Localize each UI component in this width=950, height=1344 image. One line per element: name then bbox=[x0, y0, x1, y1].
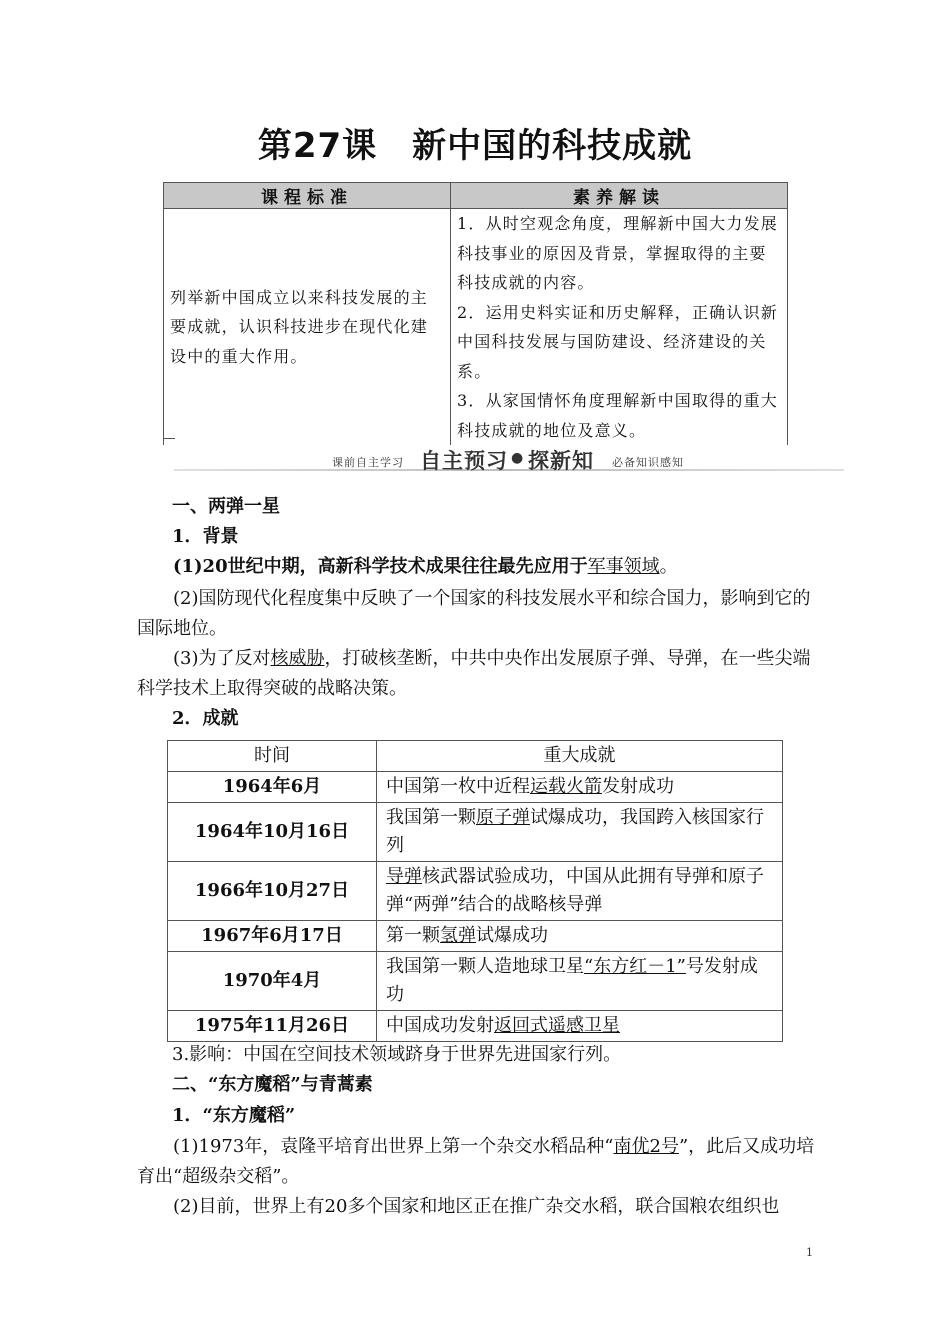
table-row bbox=[168, 803, 783, 862]
literacy-item: 3．从家国情怀角度理解新中国取得的重大科技成就的地位及意义。 bbox=[457, 391, 778, 440]
banner-right-label: 必备知识感知 bbox=[612, 456, 684, 469]
page-number: 1 bbox=[806, 1246, 813, 1259]
banner-main-label: 自主预习 bbox=[420, 449, 508, 473]
paragraph: (3)为了反对核威胁，打破核垄断，中共中央作出发展原子弹、导弹，在一些尖端科学技术上取得突破的战略决策。 bbox=[137, 648, 811, 699]
literacy-cell bbox=[451, 209, 788, 446]
table-row bbox=[168, 952, 783, 1011]
achievement-cell: 导弹核武器试验成功，中国从此拥有导弹和原子弹“两弹”结合的战略核导弹 bbox=[377, 862, 783, 921]
lesson-title: 第27课 新中国的科技成就 bbox=[257, 126, 693, 166]
literacy-item: 2．运用史料实证和历史解释，正确认识新中国科技发展与国防建设、经济建设的关系。 bbox=[457, 302, 778, 381]
achievement-cell: 中国成功发射返回式遥感卫星 bbox=[377, 1011, 783, 1042]
section-banner bbox=[174, 447, 844, 475]
paragraph: (2)国防现代化程度集中反映了一个国家的科技发展水平和综合国力，影响到它的国际地位。 bbox=[137, 588, 811, 639]
standards-text: 列举新中国成立以来科技发展的主要成就，认识科技进步在现代化建设中的重大作用。 bbox=[164, 209, 451, 446]
paragraph: (2)目前，世界上有20多个国家和地区正在推广杂交水稻，联合国粮农组织也 bbox=[173, 1196, 780, 1217]
subheading: 2．成就 bbox=[172, 708, 239, 729]
section-heading: 二、“东方魔稻”与青蒿素 bbox=[172, 1074, 373, 1095]
time-cell: 1964年10月16日 bbox=[168, 803, 377, 862]
banner-divider bbox=[174, 469, 844, 471]
section-heading: 一、两弹一星 bbox=[172, 496, 280, 517]
achievements-table bbox=[167, 740, 783, 1042]
time-cell: 1967年6月17日 bbox=[168, 921, 377, 952]
subheading: 1．背景 bbox=[172, 526, 239, 547]
time-cell: 1970年4月 bbox=[168, 952, 377, 1011]
time-cell: 1966年10月27日 bbox=[168, 862, 377, 921]
table-corner-line bbox=[163, 438, 175, 439]
achievement-cell: 我国第一颗原子弹试爆成功，我国跨入核国家行列 bbox=[377, 803, 783, 862]
achievement-cell: 中国第一枚中近程运载火箭发射成功 bbox=[377, 772, 783, 803]
table-row bbox=[168, 1011, 783, 1042]
achievement-cell: 第一颗氢弹试爆成功 bbox=[377, 921, 783, 952]
table-header-row bbox=[168, 741, 783, 772]
paragraph: (1)20世纪中期，高新科学技术成果往往最先应用于军事领域。 bbox=[173, 556, 678, 577]
standards-header: 课程标准 bbox=[164, 183, 451, 209]
table-row bbox=[168, 772, 783, 803]
achievement-cell: 我国第一颗人造地球卫星“东方红－1”号发射成功 bbox=[377, 952, 783, 1011]
table-row bbox=[168, 921, 783, 952]
column-header: 重大成就 bbox=[377, 741, 783, 772]
table-row bbox=[168, 862, 783, 921]
banner-main-label-2: 探新知 bbox=[528, 449, 594, 473]
subheading: 1．“东方魔稻” bbox=[172, 1105, 296, 1126]
time-cell: 1964年6月 bbox=[168, 772, 377, 803]
literacy-header: 素养解读 bbox=[451, 183, 788, 209]
time-cell: 1975年11月26日 bbox=[168, 1011, 377, 1042]
literacy-item: 1．从时空观念角度，理解新中国大力发展科技事业的原因及背景，掌握取得的主要科技成就的内容。 bbox=[457, 214, 778, 292]
column-header: 时间 bbox=[168, 741, 377, 772]
curriculum-standards-table bbox=[163, 182, 788, 445]
impact-text: 3.影响：中国在空间技术领域跻身于世界先进国家行列。 bbox=[172, 1044, 622, 1065]
paragraph: (1)1973年，袁隆平培育出世界上第一个杂交水稻品种“南优2号”，此后又成功培育出“超级杂交稻”。 bbox=[137, 1136, 815, 1187]
chevron-right-icon: ● bbox=[511, 450, 524, 466]
banner-left-label: 课前自主学习 bbox=[332, 456, 404, 469]
